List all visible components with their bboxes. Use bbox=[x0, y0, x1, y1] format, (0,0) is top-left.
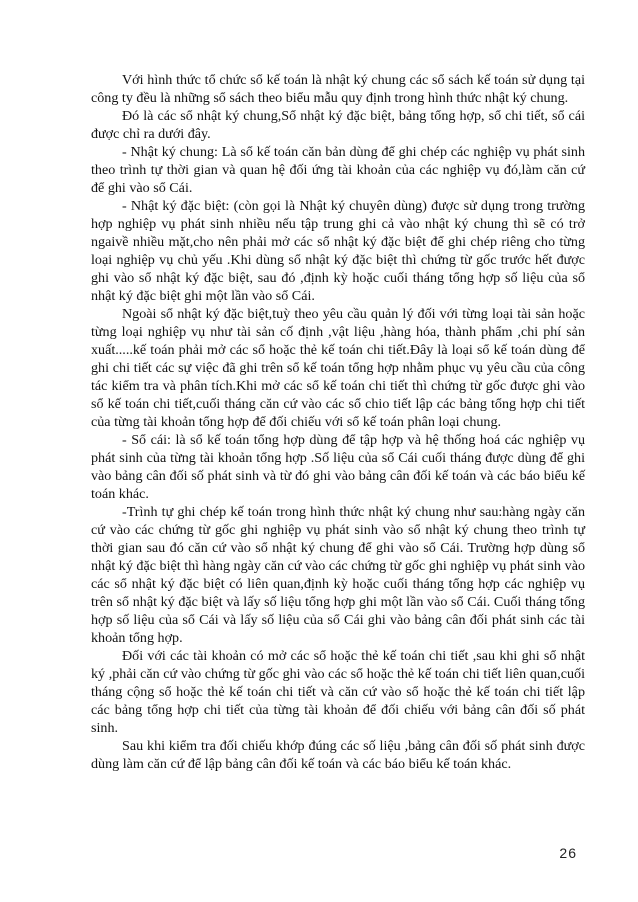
paragraph: Đối với các tài khoản có mở các sổ hoặc thẻ kế toán chi tiết ,sau khi ghi sổ nhật ký ,phải căn cứ vào chứng từ gốc ghi vào các sổ hoặc thẻ kế toán chi tiết liên quan,cuối tháng cộng sổ hoặc thẻ kế toán chi tiết và căn cứ vào sổ hoặc thẻ kế toán chi tiết lập các bảng tổng hợp chi tiết của từng tài khoản để đối chiếu với bảng cân đối số phát sinh. bbox=[91, 648, 585, 736]
paragraph: - Nhật ký chung: Là sổ kế toán căn bản dùng để ghi chép các nghiệp vụ phát sinh theo trình tự thời gian và quan hệ đối ứng tài khoản của các nghiệp vụ đó,làm căn cứ để ghi vào sổ Cái. bbox=[91, 144, 585, 196]
body-text bbox=[91, 71, 585, 773]
paragraph: Sau khi kiểm tra đối chiếu khớp đúng các số liệu ,bảng cân đối số phát sinh được dùng làm căn cứ để lập bảng cân đối kế toán và các báo biểu kế toán khác. bbox=[91, 738, 585, 772]
paragraph: Đó là các sổ nhật ký chung,Sổ nhật ký đặc biệt, bảng tổng hợp, sổ chi tiết, sổ cái được chỉ ra dưới đây. bbox=[91, 108, 585, 142]
paragraph: - Nhật ký đặc biệt: (còn gọi là Nhật ký chuyên dùng) được sử dụng trong trường hợp nghiệp vụ phát sinh nhiều nếu tập trung ghi cả vào nhật ký chung thì sẽ có trở ngaivề nhiều mặt,cho nên phải mở các sổ nhật ký đặc biệt để ghi chép riêng cho từng loại nghiệp vụ chủ yếu .Khi dùng sổ nhật ký đặc biệt thì chứng từ gốc trước hết được ghi vào sổ nhật ký đặc biệt, sau đó ,định kỳ hoặc cuối tháng tổng hợp số liệu của sổ nhật ký đặc biệt ghi một lần vào sổ Cái. bbox=[91, 198, 585, 304]
paragraph: Ngoài sổ nhật ký đặc biệt,tuỳ theo yêu cầu quản lý đối với từng loại tài sản hoặc từng loại nghiệp vụ như tài sản cố định ,vật liệu ,hàng hóa, thành phẩm ,chi phí sản xuất.....kế toán phải mở các sổ hoặc thẻ kế toán chi tiết.Đây là loại sổ kế toán dùng để ghi chi tiết các sự việc đã ghi trên sổ kế toán tổng hợp nhằm phục vụ yêu cầu của công tác kiểm tra và phân tích.Khi mở các sổ kế toán chi tiết thì chứng từ gốc được ghi vào sổ kế toán chi tiết,cuối tháng căn cứ vào các sổ chio tiết lập các bảng tổng hợp chi tiết của từng tài khoản tổng hợp để đối chiếu với sổ kế toán phân loại chung. bbox=[91, 306, 585, 430]
paragraph: -Trình tự ghi chép kế toán trong hình thức nhật ký chung như sau:hàng ngày căn cứ vào các chứng từ gốc ghi nghiệp vụ phát sinh vào sổ nhật ký chung theo trình tự thời gian sau đó căn cứ vào sổ nhật ký chung để ghi vào sổ Cái. Trường hợp dùng sổ nhật ký đặc biệt thì hàng ngày căn cứ vào các chứng từ gốc ghi nghiệp vụ phát sinh vào các sổ nhật ký đặc biệt có liên quan,định kỳ hoặc cuối tháng tổng hợp các nghiệp vụ trên sổ nhật ký đặc biệt và lấy số liệu tổng hợp ghi một lần vào sổ Cái. Cuối tháng tổng hợp số liệu của sổ Cái và lấy số liệu của sổ Cái ghi vào bảng cân đối phát sinh các tài khoản tổng hợp. bbox=[91, 504, 585, 646]
paragraph: Với hình thức tổ chức sổ kế toán là nhật ký chung các sổ sách kế toán sử dụng tại công ty đều là những sổ sách theo biểu mẫu quy định trong hình thức nhật ký chung. bbox=[91, 72, 585, 106]
page-number: 26 bbox=[559, 845, 577, 861]
paragraph: - Sổ cái: là sổ kế toán tổng hợp dùng để tập hợp và hệ thống hoá các nghiệp vụ phát sinh của từng tài khoản tổng hợp .Số liệu của sổ Cái cuối tháng được dùng để ghi vào bảng cân đối số phát sinh và từ đó ghi vào bảng cân đối kế toán và các báo biểu kế toán khác. bbox=[91, 432, 585, 502]
